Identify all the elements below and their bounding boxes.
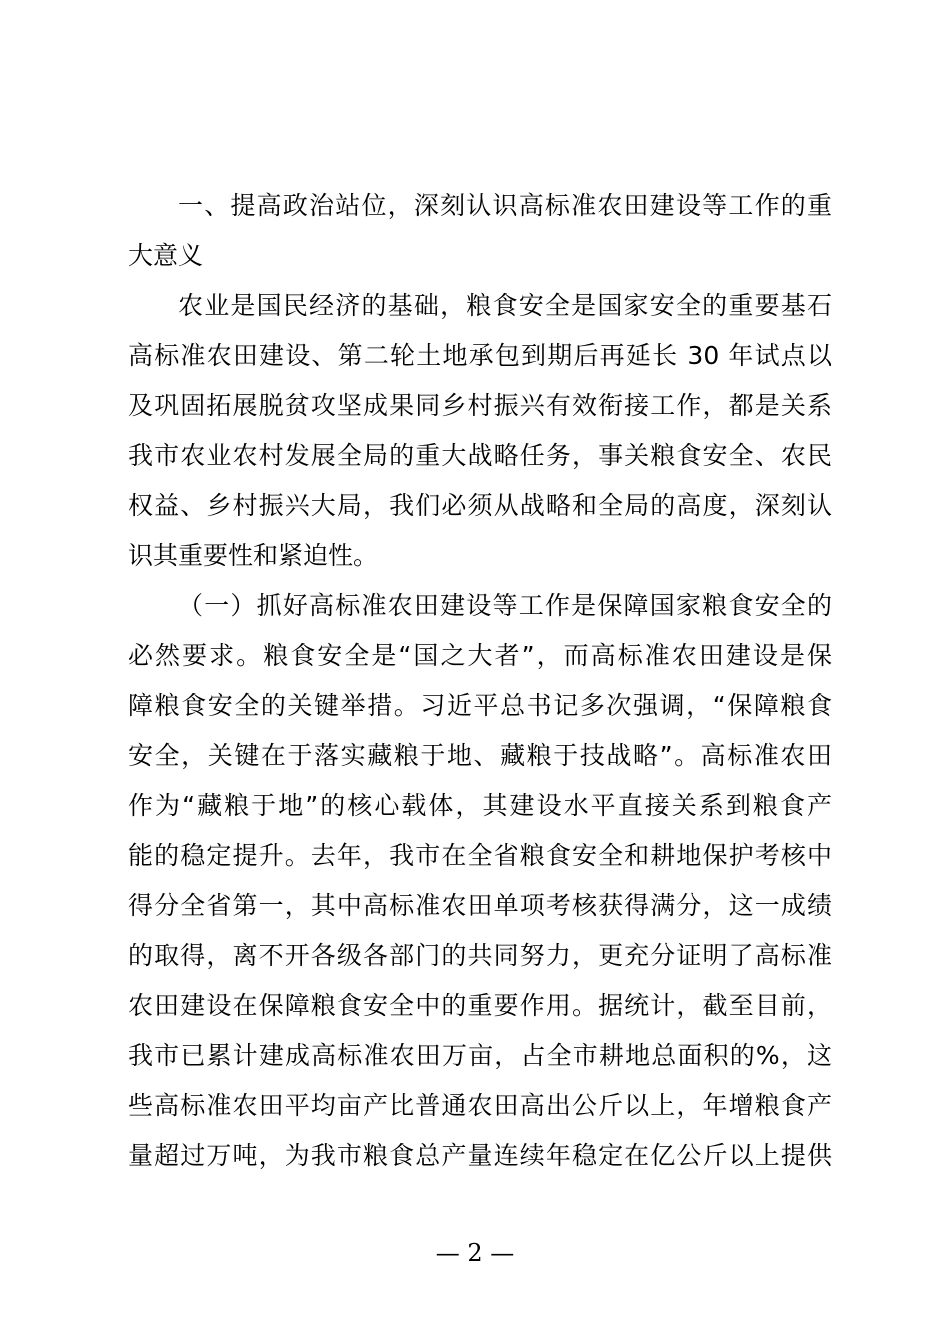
paragraph-line: 得分全省第一，其中高标准农田单项考核获得满分，这一成绩 bbox=[128, 891, 832, 920]
paragraph-line: 我市农业农村发展全局的重大战略任务，事关粮食安全、农民 bbox=[128, 441, 832, 470]
subsection-line: （一）抓好高标准农田建设等工作是保障国家粮食安全的 bbox=[178, 591, 832, 620]
section-heading-line-1: 一、提高政治站位，深刻认识高标准农田建设等工作的重 bbox=[178, 191, 832, 220]
paragraph-line: 障粮食安全的关键举措。习近平总书记多次强调，“保障粮食 bbox=[128, 691, 832, 720]
page-number: — 2 — bbox=[435, 1239, 515, 1267]
paragraph-line: 的取得，离不开各级各部门的共同努力，更充分证明了高标准 bbox=[128, 941, 832, 970]
paragraph-line: 我市已累计建成高标准农田万亩，占全市耕地总面积的%，这 bbox=[128, 1041, 832, 1070]
paragraph-line: 农田建设在保障粮食安全中的重要作用。据统计，截至目前， bbox=[128, 991, 832, 1020]
paragraph-line: 高标准农田建设、第二轮土地承包到期后再延长 30 年试点以 bbox=[128, 341, 832, 370]
paragraph-line: 些高标准农田平均亩产比普通农田高出公斤以上，年增粮食产 bbox=[128, 1091, 832, 1120]
paragraph-line: 农业是国民经济的基础，粮食安全是国家安全的重要基石 bbox=[178, 291, 832, 320]
paragraph-line: 及巩固拓展脱贫攻坚成果同乡村振兴有效衔接工作，都是关系 bbox=[128, 391, 832, 420]
paragraph-line: 必然要求。粮食安全是“国之大者”，而高标准农田建设是保 bbox=[128, 641, 832, 670]
paragraph-line: 权益、乡村振兴大局，我们必须从战略和全局的高度，深刻认 bbox=[128, 491, 832, 520]
paragraph-line: 量超过万吨，为我市粮食总产量连续年稳定在亿公斤以上提供 bbox=[128, 1141, 832, 1170]
section-heading-line-2: 大意义 bbox=[128, 241, 204, 270]
paragraph-line: 能的稳定提升。去年，我市在全省粮食安全和耕地保护考核中 bbox=[128, 841, 832, 870]
paragraph-line: 作为“藏粮于地”的核心载体，其建设水平直接关系到粮食产 bbox=[128, 791, 832, 820]
paragraph-line: 安全，关键在于落实藏粮于地、藏粮于技战略”。高标准农田 bbox=[128, 741, 832, 770]
paragraph-line: 识其重要性和紧迫性。 bbox=[128, 541, 379, 570]
